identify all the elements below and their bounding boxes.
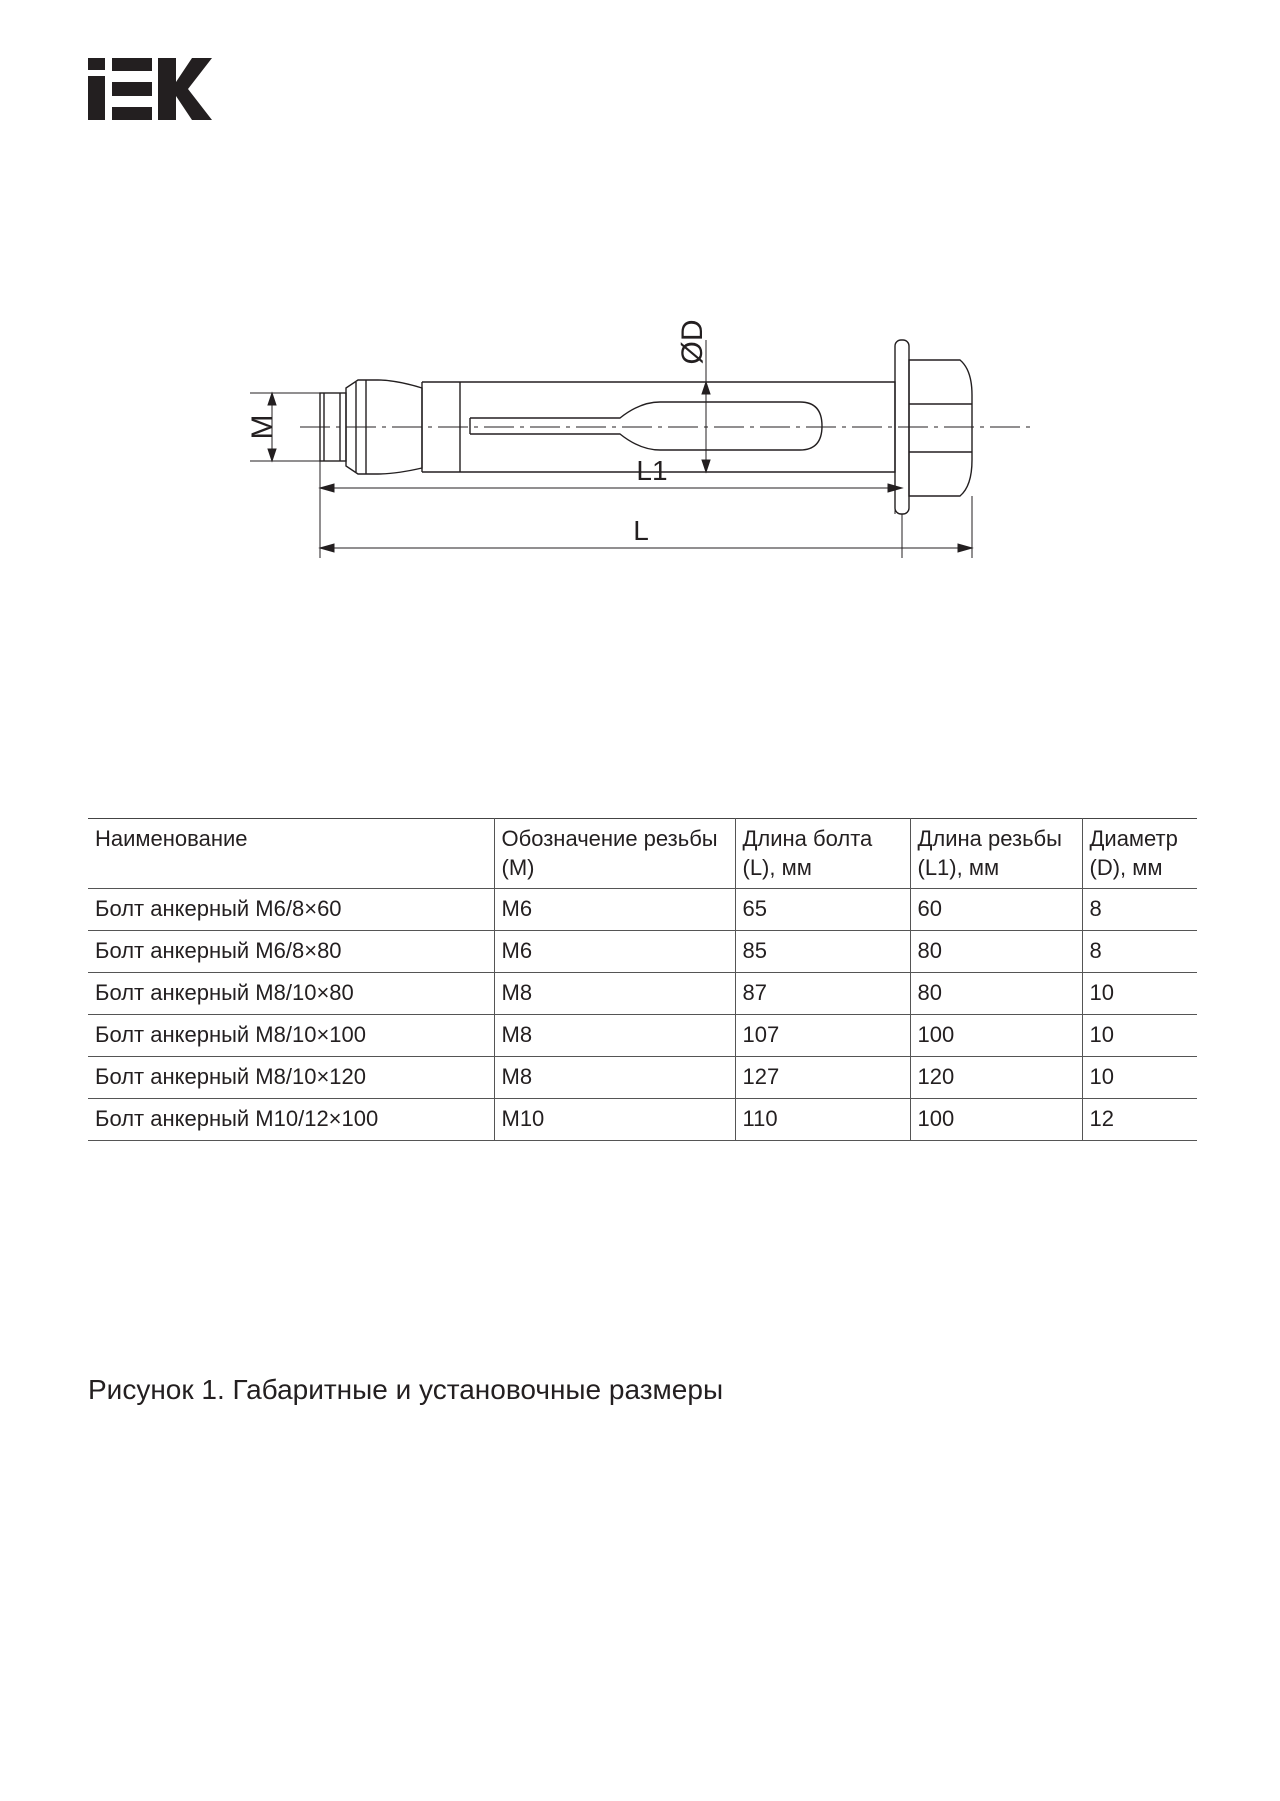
cell-bolt-length: 127 bbox=[735, 1057, 910, 1099]
iek-logo bbox=[88, 58, 212, 120]
cell-name: Болт анкерный M8/10×100 bbox=[95, 1022, 367, 1047]
table-row bbox=[88, 889, 1197, 931]
sleeve-slot bbox=[470, 402, 822, 450]
cell-diameter: 10 bbox=[1082, 1015, 1197, 1057]
cell-thread: M10 bbox=[494, 1099, 735, 1141]
cell-thread-length: 60 bbox=[910, 889, 1082, 931]
header-thread-length: Длина резьбы (L1), мм bbox=[910, 819, 1082, 889]
header-bolt-length: Длина болта (L), мм bbox=[735, 819, 910, 889]
table-row bbox=[88, 1057, 1197, 1099]
figure-caption: Рисунок 1. Габаритные и установочные размеры bbox=[88, 1374, 724, 1405]
cell-thread: M8 bbox=[494, 1057, 735, 1099]
anchor-bolt-drawing bbox=[200, 300, 1100, 660]
dimension-label-l1: L1 bbox=[636, 455, 668, 486]
header-thread: Обозначение резьбы (M) bbox=[494, 819, 735, 889]
cell-diameter: 8 bbox=[1082, 931, 1197, 973]
cell-thread: M6 bbox=[494, 931, 735, 973]
cell-bolt-length: 87 bbox=[735, 973, 910, 1015]
cell-name: Болт анкерный M6/8×60 bbox=[95, 896, 342, 921]
spec-table bbox=[88, 818, 1197, 1141]
cell-name: Болт анкерный M10/12×100 bbox=[95, 1106, 379, 1131]
table-header-row bbox=[88, 819, 1197, 889]
cell-diameter: 12 bbox=[1082, 1099, 1197, 1141]
cell-name: Болт анкерный M6/8×80 bbox=[95, 938, 342, 963]
table-row bbox=[88, 973, 1197, 1015]
cell-bolt-length: 65 bbox=[735, 889, 910, 931]
cell-thread: M8 bbox=[494, 1015, 735, 1057]
cell-diameter: 10 bbox=[1082, 1057, 1197, 1099]
cell-thread-length: 100 bbox=[910, 1015, 1082, 1057]
dimension-label-l: L bbox=[633, 515, 649, 546]
table-row bbox=[88, 1015, 1197, 1057]
cell-diameter: 8 bbox=[1082, 889, 1197, 931]
cell-thread-length: 80 bbox=[910, 931, 1082, 973]
bolt-hex-head bbox=[909, 360, 972, 496]
cell-name: Болт анкерный M8/10×120 bbox=[95, 1064, 367, 1089]
cell-bolt-length: 85 bbox=[735, 931, 910, 973]
table-row bbox=[88, 1099, 1197, 1141]
cell-bolt-length: 110 bbox=[735, 1099, 910, 1141]
cell-name: Болт анкерный M8/10×80 bbox=[95, 980, 354, 1005]
cell-bolt-length: 107 bbox=[735, 1015, 910, 1057]
header-diameter: Диаметр (D), мм bbox=[1082, 819, 1197, 889]
dimension-label-m: M bbox=[246, 414, 279, 440]
dimension-label-d: ØD bbox=[676, 319, 709, 365]
cell-thread: M8 bbox=[494, 973, 735, 1015]
cell-thread-length: 80 bbox=[910, 973, 1082, 1015]
cell-thread-length: 100 bbox=[910, 1099, 1082, 1141]
header-name: Наименование bbox=[95, 826, 248, 851]
table-row bbox=[88, 931, 1197, 973]
cell-thread: M6 bbox=[494, 889, 735, 931]
cell-thread-length: 120 bbox=[910, 1057, 1082, 1099]
cell-diameter: 10 bbox=[1082, 973, 1197, 1015]
